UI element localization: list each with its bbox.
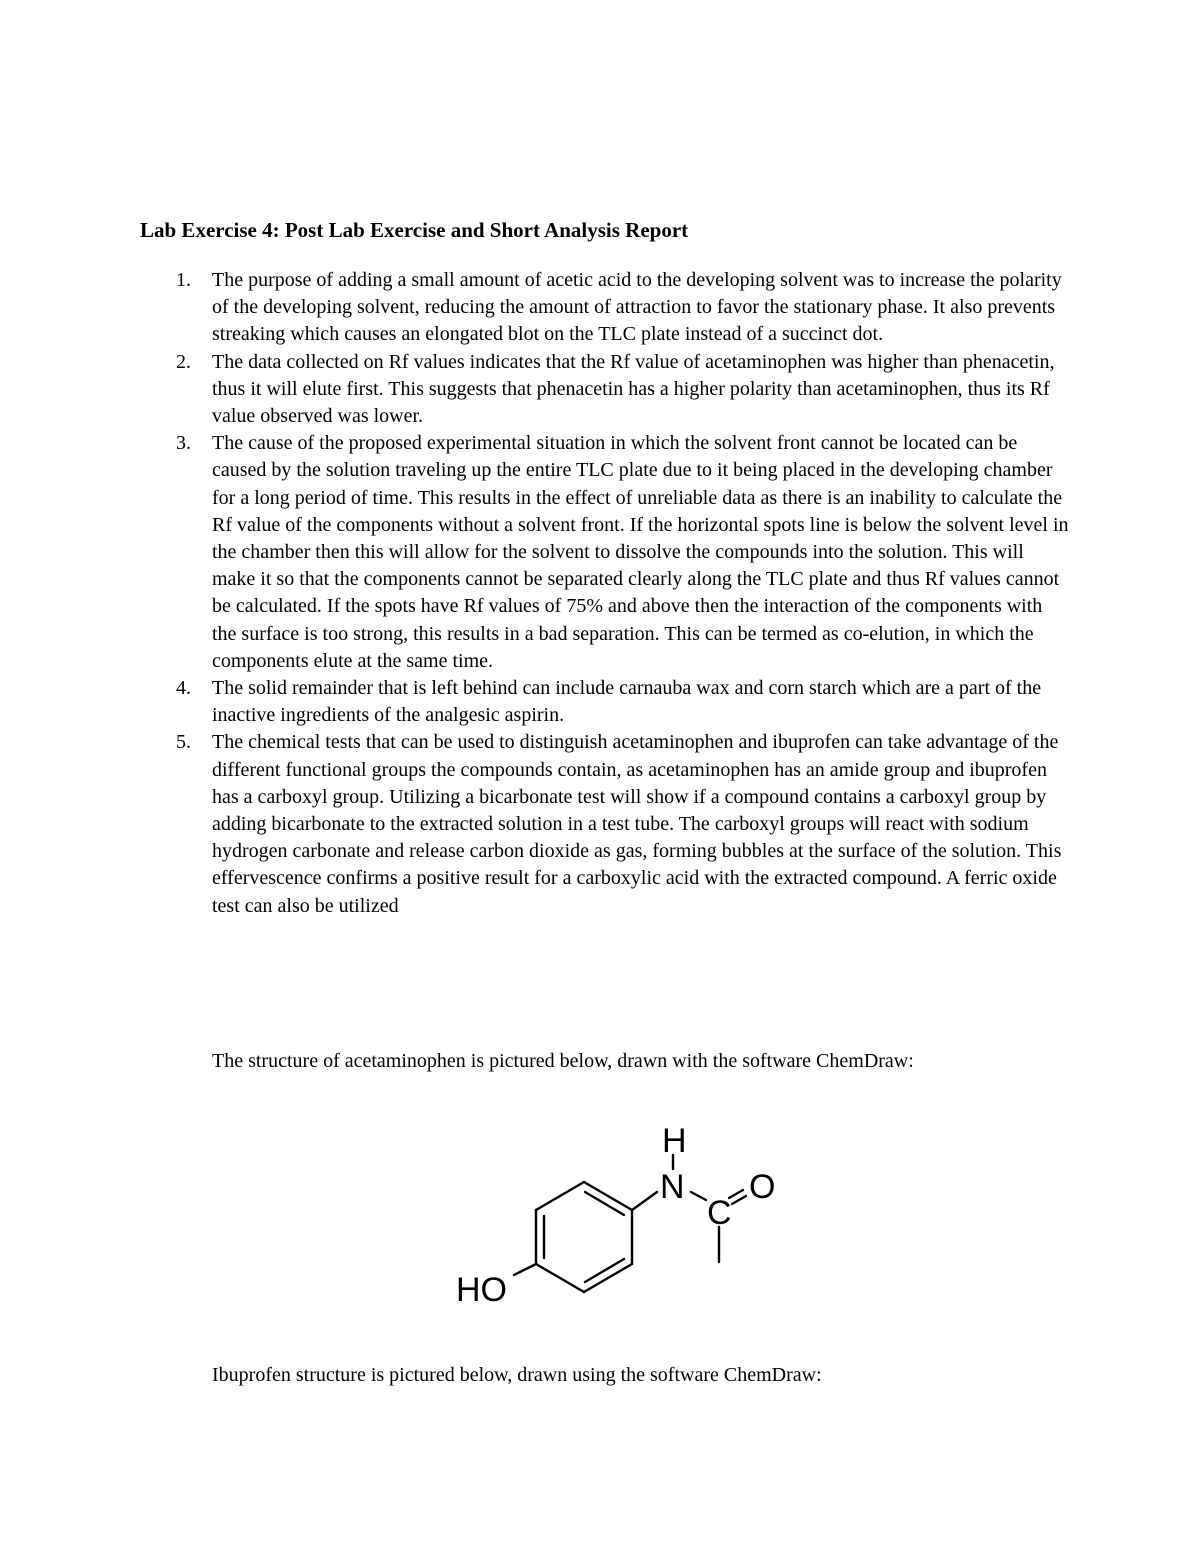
list-item-text: The chemical tests that can be used to distinguish acetaminophen and ibuprofen can take advantage of the different functional groups the compounds contain, as acetaminophen has an amide group and ibuprofen has a carboxyl group. Utilizing a bicarbonate test will show if a compound contains a carboxyl group by adding bicarbonate to the extracted solution in a test tube. The carboxyl groups will react with sodium hydrogen carbonate and release carbon dioxide as gas, forming bubbles at the surface of the solution. This effervescence confirms a positive result for a carboxylic acid with the extracted compound. A ferric oxide test can also be utilized [212,731,1062,917]
list-item-number: 2. [176,350,191,373]
list-item-number: 5. [176,731,191,754]
carbon-label: C [707,1194,732,1232]
carbonyl-double-bond [732,1196,746,1204]
oxygen-label: O [749,1168,776,1206]
nitrogen-label: N [660,1168,685,1206]
nitrogen-to-carbon-bond [691,1192,706,1200]
list-item [140,430,1070,675]
list-item-number: 3. [176,432,191,455]
list-item-number: 1. [176,269,191,291]
ring-bond [536,1182,584,1210]
hydrogen-label: H [662,1122,687,1160]
ring-double-bond [585,1192,624,1215]
acetaminophen-caption: The structure of acetaminophen is pictured below, drawn with the software ChemDraw: [212,1050,914,1072]
list-item-text: The solid remainder that is left behind can include carnauba wax and corn starch which are a part of the inactive ingredients of the analgesic aspirin. [212,677,1042,727]
acetaminophen-structure [440,1120,800,1320]
list-item-number: 4. [176,677,191,700]
list-item-text: The data collected on Rf values indicates that the Rf value of acetaminophen was higher than phenacetin, thus it will elute first. This suggests that phenacetin has a higher polarity than acetaminophen, thus its Rf value observed was lower. [212,350,1055,428]
list-item [140,729,1070,919]
ring-to-nitrogen-bond [632,1192,657,1210]
benzene-ring [536,1182,632,1292]
hydroxyl-label: HO [456,1271,507,1309]
list-item [140,675,1070,729]
ring-double-bond [585,1259,624,1282]
ring-to-hydroxyl-bond [514,1264,536,1275]
list-item-text: The purpose of adding a small amount of acetic acid to the developing solvent was to increase the polarity of the developing solvent, reducing the amount of attraction to favor the stationary phase. It also prevents streaking which causes an elongated blot on the TLC plate instead of a succinct dot. [212,269,1062,346]
page-title: Lab Exercise 4: Post Lab Exercise and Short Analysis Report [140,218,689,242]
list-item [140,349,1070,431]
ibuprofen-caption: Ibuprofen structure is pictured below, drawn using the software ChemDraw: [212,1364,822,1386]
list-item-text: The cause of the proposed experimental situation in which the solvent front cannot be located can be caused by the solution traveling up the entire TLC plate due to it being placed in the developing chamber for a long period of time. This results in the effect of unreliable data as there is an inability to calculate the Rf value of the components without a solvent front. If the horizontal spots line is below the solvent level in the chamber then this will allow for the solvent to dissolve the compounds into the solution. This will make it so that the components cannot be separated clearly along the TLC plate and thus Rf values cannot be calculated. If the spots have Rf values of 75% and above then the interaction of the components with the surface is too strong, this results in a bad separation. This can be termed as co-elution, in which the components elute at the same time. [212,432,1069,672]
list-item [140,267,1070,349]
ring-bond [536,1264,584,1292]
answer-list [140,267,1070,920]
